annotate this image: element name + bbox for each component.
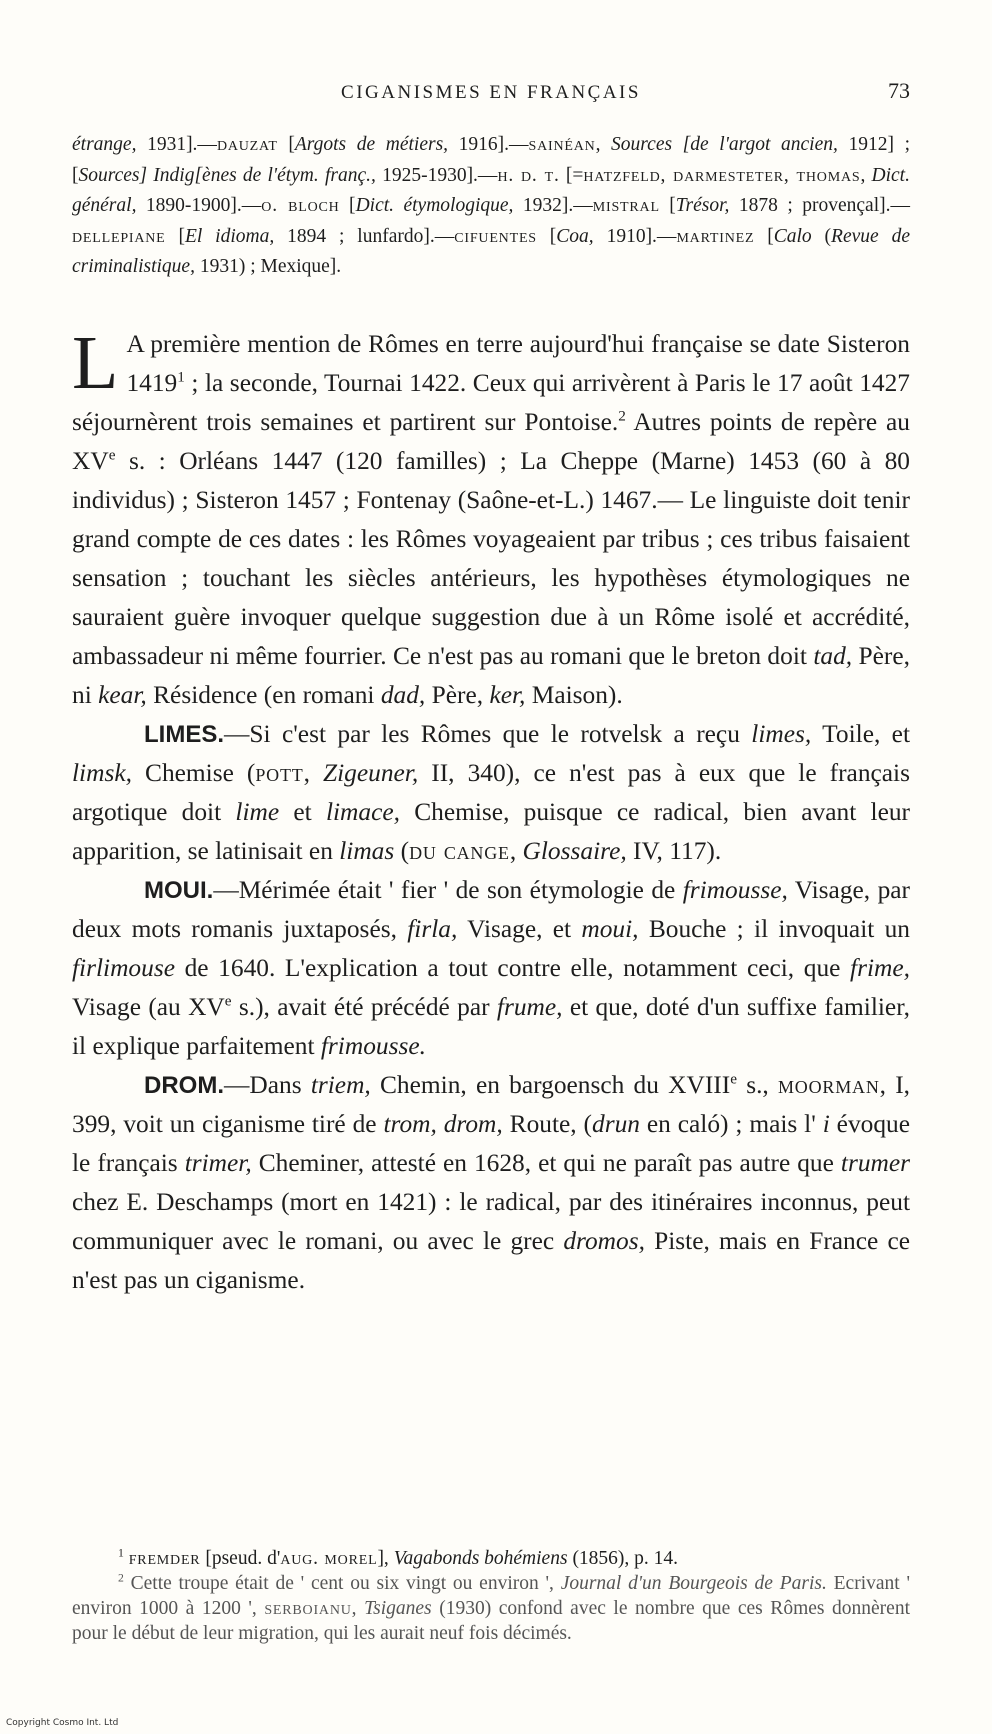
main-text [72,321,911,1300]
entry-heading-moui: MOUI. [144,877,214,904]
running-title: CIGANISMES EN FRANÇAIS [341,82,641,103]
copyright-watermark: Copyright Cosmo Int. Ltd [6,1718,119,1728]
paragraph-limes: LIMES.—Si c'est par les Rômes que le rotvelsk a reçu limes, Toile, et limsk, Chemise (pott, Zigeuner, II, 340), ce n'est pas à eux que le français argotique doit lime et limace, Chemise, puisque ce radical, bien avant leur apparition, se latinisait en limas (du cange, Glossaire, IV, 117). [72,720,911,865]
references-block: étrange, 1931].—dauzat [Argots de métiers, 1916].—sainéan, Sources [de l'argot ancien, 1912] ; [Sources] Indig[ènes de l'étym. franç., 1925-1930].—h. d. t. [=hatzfeld, darmesteter, thomas, Dict. général, 1890-1900].—o. bloch [Dict. étymologique, 1932].—mistral [Trésor, 1878 ; provençal].—dellepiane [El idioma, 1894 ; lunfardo].—cifuentes [Coa, 1910].—martinez [Calo (Revue de criminalistique, 1931) ; Mexique]. [72,134,910,277]
paragraph-moui: MOUI.—Mérimée était ' fier ' de son étymologie de frimousse, Visage, par deux mots romanis juxtaposés, firla, Visage, et moui, Bouche ; il invoquait un firlimouse de 1640. L'explication a tout contre elle, notamment ceci, que frime, Visage (au XVe s.), avait été précédé par frume, et que, doté d'un suffixe familier, il explique parfaitement frimousse. [72,876,910,1060]
paragraph-intro: L A première mention de Rômes en terre aujourd'hui française se date Sisteron 1419$^1$ ; la seconde, Tournai 1422. Ceux qui arrivèrent à Paris le 17 août 1427 séjournèrent trois semaines et partirent sur Pontoise.$^2$ Autres points de repère au XVe s. : Orléans 1447 (120 familles) ; La Cheppe (Marne) 1453 (60 à 80 individus) ; Sisteron 1457 ; Fontenay (Saône-et-L.) 1467.— Le linguiste doit tenir grand compte de ces dates : les Rômes voyageaient par tribus ; ces tribus faisaient sensation ; touchant les siècles antérieurs, les hypothèses étymologiques ne sauraient guère invoquer quelque suggestion due à un Rôme isolé et accrédité, ambassadeur ni même fourrier. Ce n'est pas au romani que le breton doit tad, Père, ni kear, Résidence (en romani dad, Père, ker, Maison). [72,321,911,709]
paragraph-drom: DROM.—Dans triem, Chemin, en bargoensch du XVIIIe s., moorman, I, 399, voit un ciganisme tiré de trom, drom, Route, (drun en caló) ; mais l' i évoque le français trimer, Cheminer, attesté en 1628, et qui ne paraît pas autre que trumer chez E. Deschamps (mort en 1421) : le radical, par des itinéraires inconnus, peut communiquer avec le romani, ou avec le grec dromos, Piste, mais en France ce n'est pas un ciganisme. [72,1070,911,1294]
footnote-ref-1: 1 [177,368,185,386]
drop-cap: L [72,321,119,405]
footnotes [72,1546,910,1646]
entry-heading-drom: DROM. [144,1072,224,1099]
entry-heading-limes: LIMES. [144,721,225,748]
footnote-ref-2: 2 [618,407,626,425]
page-header [72,78,910,106]
page-number: 73 [888,78,910,103]
footnote-1: $^1$ fremder [pseud. d'aug. morel], Vagabonds bohémiens (1856), p. 14. [118,1546,679,1569]
footnote-2: $^2$ Cette troupe était de ' cent ou six vingt ou environ ', Journal d'un Bourgeois de Paris. Ecrivant ' environ 1000 à 1200 ', serboianu, Tsiganes (1930) confond avec le nombre que ces Rômes donnèrent pour le début de leur migration, qui les aurait neuf fois décimés. [72,1571,910,1644]
